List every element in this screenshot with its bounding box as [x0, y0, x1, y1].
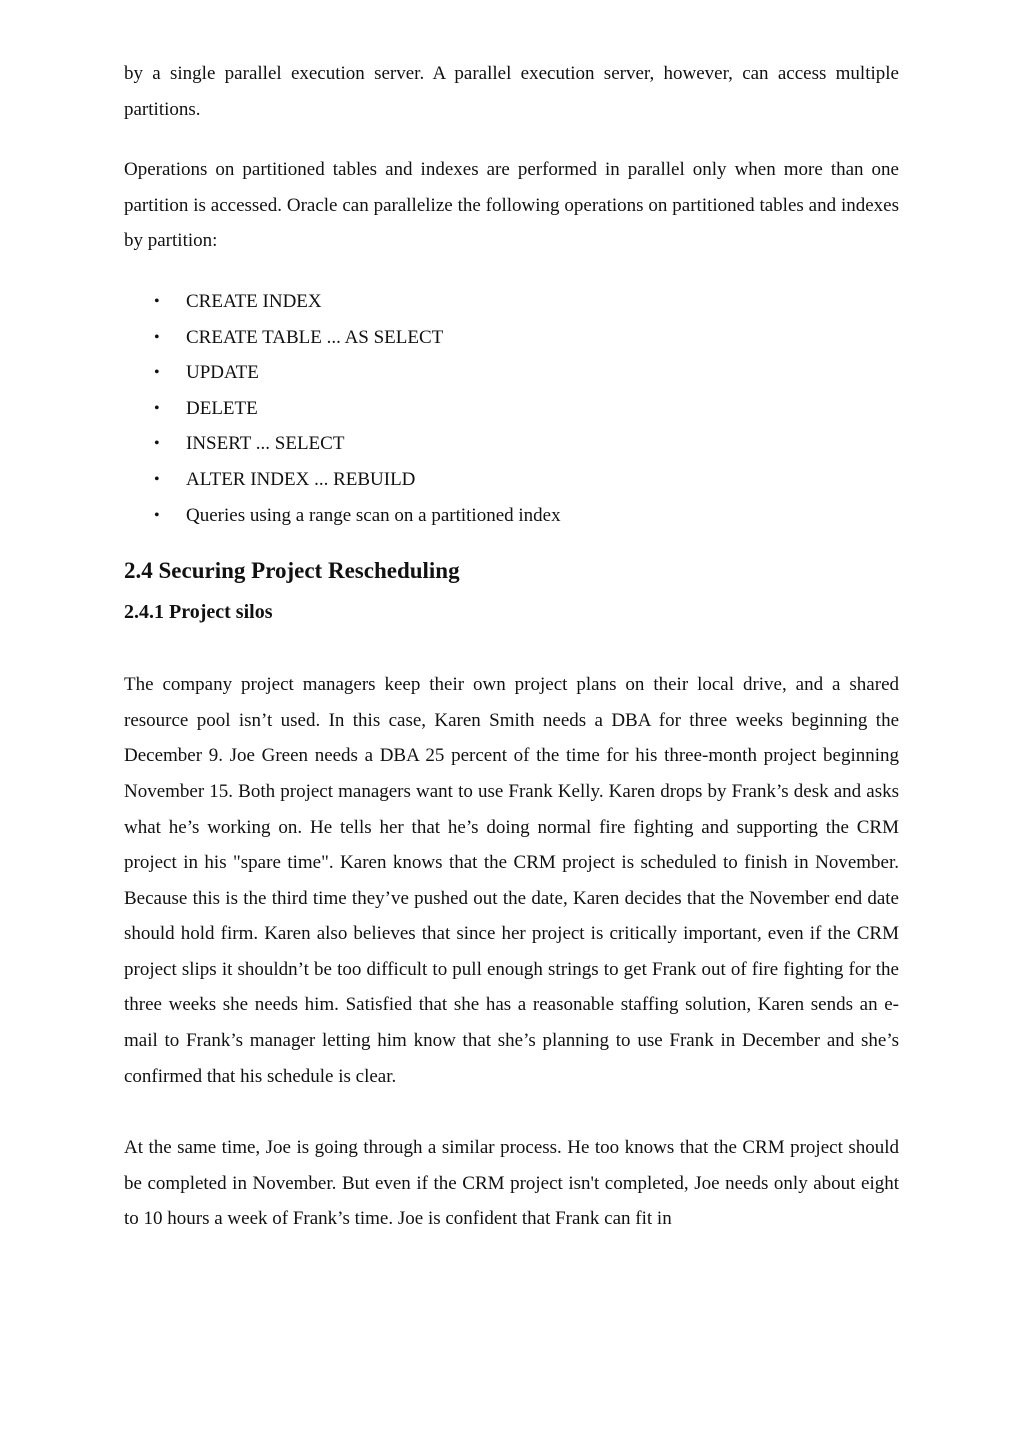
bullet-icon: • — [154, 364, 160, 382]
list-item-text: CREATE TABLE ... AS SELECT — [186, 326, 444, 348]
list-item — [124, 462, 899, 498]
bullet-icon: • — [154, 399, 160, 417]
list-item — [124, 498, 899, 534]
paragraph-parallel-operations: Operations on partitioned tables and indexes are performed in parallel only when more than one partition is accessed. Oracle can parallelize the following operations on partitioned tables and indexes by partition: — [124, 159, 899, 252]
list-item-text: ALTER INDEX ... REBUILD — [186, 468, 416, 490]
paragraph-joe-scenario: At the same time, Joe is going through a similar process. He too knows that the CRM project should be completed in November. But even if the CRM project isn't completed, Joe needs only about eight to 10 hours a week of Frank’s time. Joe is confident that Frank can fit in — [124, 1137, 899, 1230]
bullet-icon: • — [154, 470, 160, 488]
list-item — [124, 426, 899, 462]
list-item-text: DELETE — [186, 397, 258, 419]
document-page — [124, 56, 899, 1237]
section-heading: 2.4 Securing Project Rescheduling — [124, 558, 460, 584]
list-item — [124, 320, 899, 356]
list-item-text: CREATE INDEX — [186, 290, 322, 312]
list-item-text: UPDATE — [186, 362, 259, 384]
subsection-heading: 2.4.1 Project silos — [124, 601, 273, 624]
bullet-icon: • — [154, 435, 160, 453]
paragraph-karen-scenario: The company project managers keep their own project plans on their local drive, and a shared resource pool isn’t used. In this case, Karen Smith needs a DBA for three weeks beginning the December 9. Joe Green needs a DBA 25 percent of the time for his three-month project beginning November 15. Both project managers want to use Frank Kelly. Karen drops by Frank’s desk and asks what he’s working on. He tells her that he’s doing normal fire fighting and supporting the CRM project in his "spare time". Karen knows that the CRM project is scheduled to finish in November. Because this is the third time they’ve pushed out the date, Karen decides that the November end date should hold firm. Karen also believes that since her project is critically important, even if the CRM project slips it shouldn’t be too difficult to pull enough strings to get Frank out of fire fighting for the three weeks she needs him. Satisfied that she has a reasonable staffing solution, Karen sends an e-mail to Frank’s manager letting him know that she’s planning to use Frank in December and she’s confirmed that his schedule is clear. — [124, 674, 899, 1087]
bullet-icon: • — [154, 292, 160, 310]
list-item — [124, 284, 899, 320]
bullet-icon: • — [154, 328, 160, 346]
operations-list — [124, 284, 899, 533]
bullet-icon: • — [154, 506, 160, 524]
list-item-text: INSERT ... SELECT — [186, 433, 345, 455]
list-item — [124, 391, 899, 427]
list-item-text: Queries using a range scan on a partitioned index — [186, 504, 561, 526]
list-item — [124, 355, 899, 391]
paragraph-partition-access: by a single parallel execution server. A parallel execution server, however, can access multiple partitions. — [124, 63, 899, 120]
